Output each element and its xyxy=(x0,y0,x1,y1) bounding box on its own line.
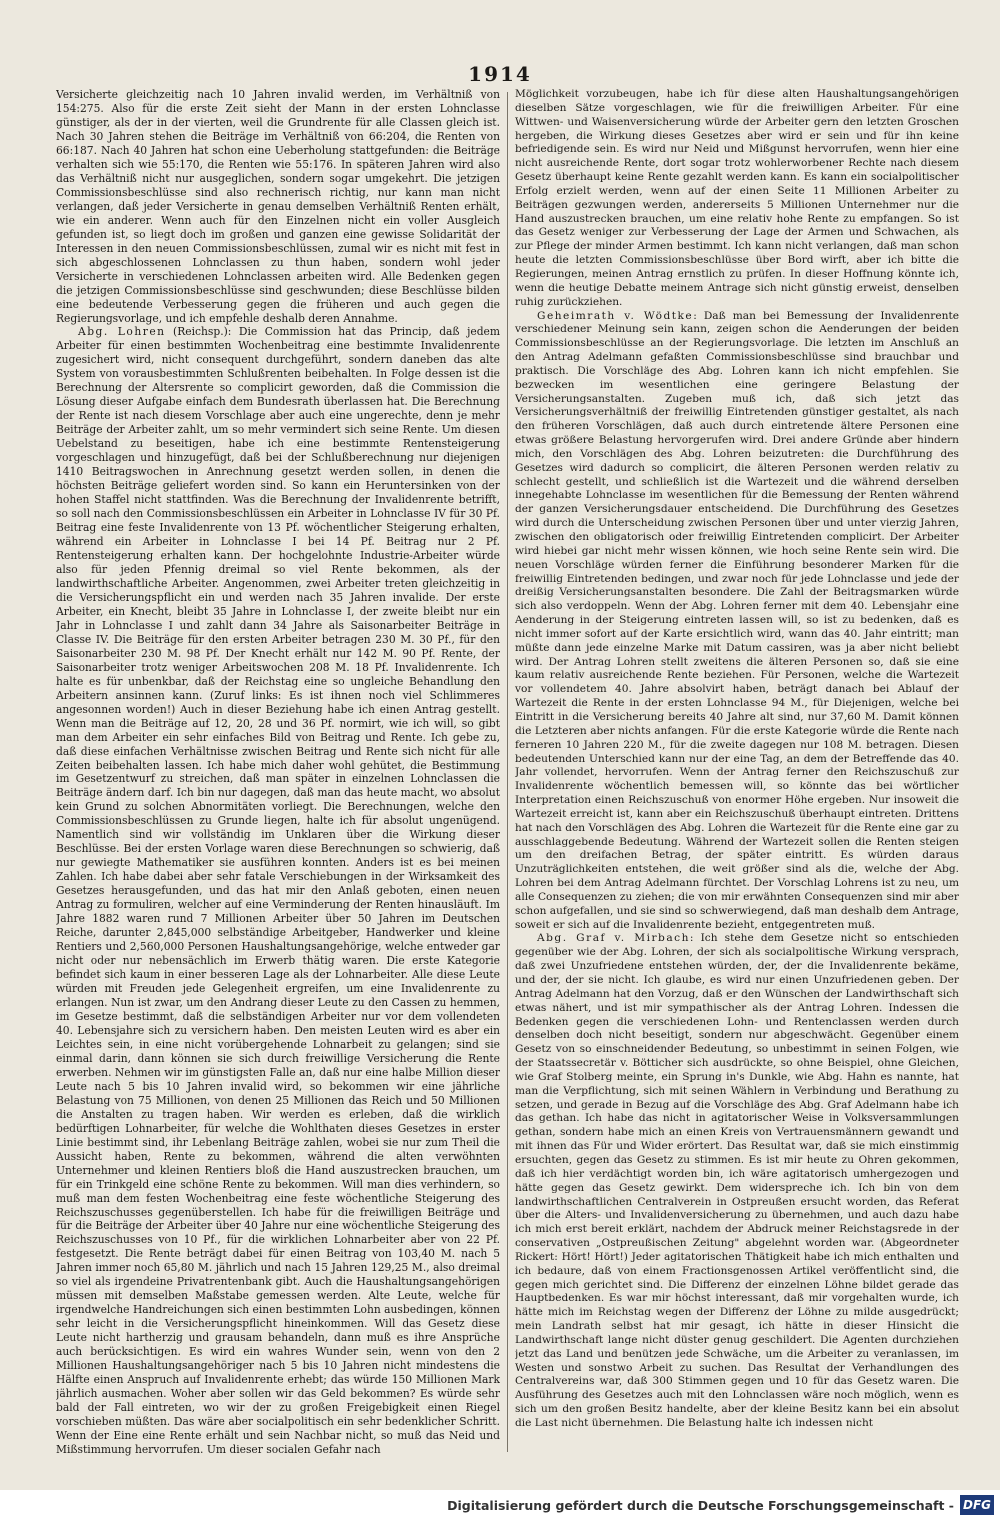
paragraph-text: Möglichkeit vorzubeugen, habe ich für diese alten Haushaltungsangehörigen dieselben Sätze vorgeschlagen, wie für die freiwilligen Arbeiter. Für eine Wittwen- und Waisenversicherung würde der Arbeiter gern den letzten Groschen hergeben, die Wirkung dieses Gesetzes aber wird er sein und für ihn keine befriedigende sein. Es wird nur Neid und Mißgunst hervorrufen, wenn hier eine nicht ausreichende Rente, dort sogar trotz wohlerworbener Rechte nach diesem Gesetz überhaupt keine Rente gezahlt werden kann. Es kann ein socialpolitischer Erfolg erzielt werden, wenn auf der einen Seite 11 Millionen Arbeiter zu Beiträgen gezwungen werden, andererseits 5 Millionen Unternehmer nur die Hand auszustrecken brauchen, um eine relativ hohe Rente zu empfangen. So ist das Gesetz weniger zur Verbesserung der Lage der Armen und Schwachen, als zur Pflege der minder Armen bestimmt. Ich kann nicht verlangen, daß man schon heute die letzten Commissionsbeschlüsse über Bord wirft, aber ich bitte die Regierungen, meinen Antrag ernstlich zu prüfen. In dieser Hoffnung könnte ich, wenn die heutige Debatte meinem Antrage sich nicht günstig erweist, denselben ruhig zurückziehen. xyxy=(515,88,959,308)
left-column xyxy=(56,88,500,1458)
speaker-name: Abg. Graf v. Mirbach xyxy=(537,932,690,945)
column-divider xyxy=(507,92,508,1452)
continued-paragraph xyxy=(56,88,500,325)
speaker-party: : xyxy=(689,932,701,945)
speaker-name: Geheimrath v. Wödtke xyxy=(537,309,694,322)
paragraph-text: Versicherte gleichzeitig nach 10 Jahren invalid werden, im Verhältniß von 154:275. Also für die erste Zeit sieht der Mann in der ersten Lohnclasse günstiger, als der in der vierten, weil die Grundrente für alle Classen gleich ist. Nach 30 Jahren stehen die Beiträge im Verhältniß von 66:204, die Renten von 66:187. Nach 40 Jahren hat schon eine Ueberholung stattgefunden: die Beiträge verhalten sich wie 55:170, die Renten wie 55:176. In späteren Jahren wird also das Verhältniß nicht nur ausgeglichen, sondern sogar umgekehrt. Die jetzigen Commissionsbeschlüsse sind also rechnerisch richtig, nur kann man nicht verlangen, daß jeder Versicherte in genau demselben Verhältniß Renten erhält, wie ein anderer. Wenn auch für den Einzelnen nicht ein voller Ausgleich gefunden ist, so liegt doch im großen und ganzen eine gewisse Solidarität der Interessen in den neuen Commissionsbeschlüssen, zumal wir es nicht mit fest in sich abgeschlossenen Lohnclassen zu thun haben, sondern wohl jeder Versicherte in verschiedenen Lohnclassen arbeiten wird. Alle Bedenken gegen die jetzigen Commissionsbeschlüsse sind geschwunden; diese Beschlüsse bilden eine bedeutende Verbesserung gegen die früheren und auch gegen die Regierungsvorlage, und ich empfehle deshalb deren Annahme. xyxy=(56,88,500,325)
speaker-party: : xyxy=(693,309,704,322)
footer-credit: Digitalisierung gefördert durch die Deutsche Forschungsgemeinschaft - xyxy=(447,1498,954,1513)
speaker-name: Abg. Lohren xyxy=(78,325,166,339)
speech-paragraph xyxy=(56,325,500,1456)
paragraph-text: Daß man bei Bemessung der Invalidenrente verschiedener Meinung sein kann, zeigen schon die Aenderungen der beiden Commissionsbeschlüsse an der Regierungsvorlage. Die letzten im Anschluß an den Antrag Adelmann gefaßten Commissionsbeschlüsse sind brauchbar und praktisch. Die Vorschläge des Abg. Lohren kann ich nicht empfehlen. Sie bezwecken im wesentlichen eine geringere Belastung der Versicherungsanstalten. Zugeben muß ich, daß sich jetzt das Versicherungsverhältniß der freiwillig Eintretenden günstiger gestaltet, als nach den früheren Vorschlägen, daß auch durch eintretende ältere Personen eine etwas größere Belastung hervorgerufen wird. Drei andere Gründe aber hindern mich, den Vorschlägen des Abg. Lohren beizutreten: die Durchführung des Gesetzes wird dadurch so complicirt, die älteren Personen werden relativ zu schlecht gestellt, und schließlich ist die Wartezeit und die während derselben innegehabte Lohnclasse im wesentlichen für die Bemessung der Renten während der ganzen Versicherungsdauer entscheidend. Die Durchführung des Gesetzes wird durch die Unterscheidung zwischen Personen über und unter vierzig Jahren, zwischen den obligatorisch oder freiwillig Eintretenden complicirt. Der Arbeiter wird hiebei gar nicht mehr wissen können, wie hoch seine Rente sein wird. Die neuen Vorschläge würden ferner die Einführung besonderer Marken für die freiwillig Eintretenden bedingen, und zwar noch für jede Lohnclasse und jede der dreißig Versicherungsanstalten besondere. Die Zahl der Beitragsmarken würde sich also verdoppeln. Wenn der Abg. Lohren ferner mit dem 40. Lebensjahr eine Aenderung in der Steigerung eintreten lassen will, so ist zu bedenken, daß es nicht immer sofort auf der Karte ersichtlich wird, wann das 40. Jahr eintritt; man müßte dann jede einzelne Marke mit Datum cassiren, was ja aber nicht beliebt wird. Der Antrag Lohren stellt zweitens die älteren Personen so, daß sie eine kaum relativ ausreichende Rente beziehen. Für Personen, welche die Wartezeit vor vollendetem 40. Jahre absolvirt haben, beträgt danach bei Ablauf der Wartezeit die Rente in der ersten Lohnclasse 94 M., für Diejenigen, welche bei Eintritt in die Versicherung bereits 40 Jahre alt sind, nur 37,60 M. Damit können die Letzteren aber nichts anfangen. Für die erste Kategorie würde die Rente nach ferneren 10 Jahren 220 M., für die zweite dagegen nur 108 M. betragen. Diesen bedeutenden Unterschied kann nur der eine Tag, an dem der Betreffende das 40. Jahr vollendet, hervorrufen. Wenn der Antrag ferner den Reichszuschuß zur Invalidenrente wöchentlich bemessen will, so könnte das bei wörtlicher Interpretation einen Reichszuschuß von enormer Höhe ergeben. Nur insoweit die Wartezeit erreicht ist, kann aber ein Reichszuschuß überhaupt eintreten. Drittens hat nach den Vorschlägen des Abg. Lohren die Wartezeit für die Rente eine gar zu ausschlaggebende Bedeutung. Während der Wartezeit sollen die Renten steigen um den dreifachen Betrag, der später eintritt. Es würden daraus Unzuträglichkeiten entstehen, die weit größer sind als die, welche der Abg. Lohren bei dem Antrag Adelmann fürchtet. Der Vorschlag Lohrens ist zu neu, um alle Consequenzen zu ziehen; die von mir erwähnten Consequenzen sind mir aber schon aufgefallen, und sie sind so schwerwiegend, daß man deshalb dem Antrage, soweit er sich auf die Invalidenrente bezieht, entgegentreten muß. xyxy=(515,309,959,931)
speech-paragraph xyxy=(515,932,959,1430)
paragraph-text: Die Commission hat das Princip, daß jedem Arbeiter für einen bestimmten Wochenbeitrag eine bestimmte Invalidenrente zugesichert wird, nicht consequent durchgeführt, sondern daneben das alte System von vorausbestimmten Schlußrenten beibehalten. In Folge dessen ist die Berechnung der Altersrente so complicirt geworden, daß die Commission die Lösung dieser Aufgabe einfach dem Bundesrath überlassen hat. Die Berechnung der Rente ist nach diesem Vorschlage aber auch eine ungerechte, denn je mehr Beiträge der Arbeiter zahlt, um so mehr vermindert sich seine Rente. Um diesen Uebelstand zu beseitigen, habe ich eine bestimmte Rentensteigerung vorgeschlagen und hinzugefügt, daß bei der Schlußberechnung nur diejenigen 1410 Beitragswochen in Anrechnung gesetzt werden sollen, in denen die höchsten Beiträge geliefert worden sind. So kann ein Heruntersinken von der hohen Staffel nicht stattfinden. Was die Berechnung der Invalidenrente betrifft, so soll nach den Commissionsbeschlüssen ein Arbeiter in Lohnclasse IV für 30 Pf. Beitrag eine feste Invalidenrente von 13 Pf. wöchentlicher Steigerung erhalten, während ein Arbeiter in Lohnclasse I bei 14 Pf. Beitrag nur 2 Pf. Rentensteigerung erhalten kann. Der hochgelohnte Industrie-Arbeiter würde also für jeden Pfennig dreimal so viel Rente bekommen, als der landwirthschaftliche Arbeiter. Angenommen, zwei Arbeiter treten gleichzeitig in die Versicherungspflicht ein und werden nach 35 Jahren invalide. Der erste Arbeiter, ein Knecht, bleibt 35 Jahre in Lohnclasse I, der zweite bleibt nur ein Jahr in Lohnclasse I und zahlt dann 34 Jahre als Saisonarbeiter Beiträge in Classe IV. Die Beiträge für den ersten Arbeiter betragen 230 M. 30 Pf., für den Saisonarbeiter 230 M. 98 Pf. Der Knecht erhält nur 142 M. 90 Pf. Rente, der Saisonarbeiter trotz weniger Arbeitswochen 208 M. 18 Pf. Invalidenrente. Ich halte es für unbenkbar, daß der Reichstag eine so ungleiche Behandlung den Arbeitern ansinnen kann. (Zuruf links: Es ist ihnen noch viel Schlimmeres angesonnen worden!) Auch in dieser Beziehung habe ich einen Antrag gestellt. Wenn man die Beiträge auf 12, 20, 28 und 36 Pf. normirt, wie ich will, so gibt man dem Arbeiter ein sehr einfaches Bild von Beitrag und Rente. Ich gebe zu, daß diese einfachen Verhältnisse zwischen Beitrag und Rente sich nicht für alle Zeiten beibehalten lassen. Ich habe mich daher wohl gehütet, die Bestimmung im Gesetzentwurf zu streichen, daß man später in einzelnen Lohnclassen die Beiträge ändern darf. Ich bin nur dagegen, daß man das heute macht, wo absolut kein Grund zu solchen Abnormitäten vorliegt. Die Berechnungen, welche den Commissionsbeschlüssen zu Grunde liegen, halte ich für absolut ungenügend. Namentlich sind wir vollständig im Unklaren über die Wirkung dieser Beschlüsse. Bei der ersten Vorlage waren diese Berechnungen so schwierig, daß nur gewiegte Mathematiker sie ausführen konnten. Anders ist es bei meinen Zahlen. Ich habe dabei aber sehr fatale Verschiebungen in der Wirksamkeit des Gesetzes herausgefunden, und das hat mir den Anlaß geboten, einen neuen Antrag zu formuliren, welcher auf eine Verminderung der Renten hinausläuft. Im Jahre 1882 waren rund 7 Millionen Arbeiter über 50 Jahren im Deutschen Reiche, darunter 2,845,000 selbständige Arbeitgeber, Handwerker und kleine Rentiers und 2,560,000 Personen Haushaltungsangehörige, welche entweder gar nicht oder nur nebensächlich im Erwerb thätig waren. Die erste Kategorie befindet sich kaum in einer besseren Lage als der Lohnarbeiter. Alle diese Leute würden mit Freuden jede Gelegenheit ergreifen, um eine Invalidenrente zu erlangen. Nun ist zwar, um den Andrang dieser Leute zu den Cassen zu hemmen, im Gesetze bestimmt, daß die selbständigen Arbeiter nur vor dem vollendeten 40. Lebensjahre sich zu versichern haben. Den meisten Leuten wird es aber ein Leichtes sein, in eine nicht vorübergehende Lohnarbeit zu gelangen; sind sie einmal darin, dann können sie sich durch freiwillige Versicherung die Rente erwerben. Nehmen wir im günstigsten Falle an, daß nur eine halbe Million dieser Leute nach 5 bis 10 Jahren invalid wird, so bekommen wir eine jährliche Belastung von 75 Millionen, von denen 25 Millionen das Reich und 50 Millionen die Anstalten zu tragen haben. Wir werden es erleben, daß die wirklich bedürftigen Lohnarbeiter, für welche die Wohlthaten dieses Gesetzes in erster Linie bestimmt sind, ihr Lebenlang Beiträge zahlen, wobei sie nur zum Theil die Aussicht haben, Rente zu bekommen, während die alten verwöhnten Unternehmer und kleinen Rentiers bloß die Hand auszustrecken brauchen, um für ein Trinkgeld eine schöne Rente zu bekommen. Will man dies verhindern, so muß man dem festen Wochenbeitrag eine feste wöchentliche Steigerung des Reichszuschusses gegenüberstellen. Ich habe für die freiwilligen Beiträge und für die Beiträge der Arbeiter über 40 Jahre nur eine wöchentliche Steigerung des Reichszuschusses von 10 Pf., für die wirklichen Lohnarbeiter aber von 22 Pf. festgesetzt. Die Rente beträgt dabei für einen Beitrag von 103,40 M. nach 5 Jahren immer noch 65,80 M. jährlich und nach 15 Jahren 129,25 M., also dreimal so viel als irgendeine Privatrentenbank gibt. Auch die Haushaltungsangehörigen müssen mit demselben Maßstabe gemessen werden. Alte Leute, welche für irgendwelche Handreichungen sich einen bestimmten Lohn ausbedingen, können sehr leicht in die Versicherungspflicht hineinkommen. Will das Gesetz diese Leute nicht hartherzig und grausam behandeln, dann muß es ihre Ansprüche auch berücksichtigen. Es wird ein wahres Wunder sein, wenn von den 2 Millionen Haushaltungsangehöriger nach 5 bis 10 Jahren nicht mindestens die Hälfte einen Anspruch auf Invalidenrente erhebt; das würde 150 Millionen Mark jährlich ausmachen. Woher aber sollen wir das Geld bekommen? Es würde sehr bald der Fall eintreten, wo wir der zu großen Freigebigkeit einen Riegel vorschieben müßten. Das wäre aber socialpolitisch ein sehr bedenklicher Schritt. Wenn der Eine eine Rente erhält und sein Nachbar nicht, so muß das Neid und Mißstimmung hervorrufen. Um dieser socialen Gefahr nach xyxy=(56,325,500,1456)
continued-paragraph xyxy=(515,88,959,310)
right-column xyxy=(515,88,959,1458)
digitization-footer xyxy=(0,1490,1000,1522)
speech-paragraph xyxy=(515,310,959,933)
paragraph-text: Ich stehe dem Gesetze nicht so entschieden gegenüber wie der Abg. Lohren, der sich als socialpolitische Wirkung versprach, daß zwei Unzufriedene entstehen würden, der, der die Invalidenrente bekäme, und der, der sie nicht. Ich glaube, es wird nur einen Unzufriedenen geben. Der Antrag Adelmann hat den Vorzug, daß er den Wünschen der Landwirthschaft sich etwas nähert, und ist mir sympathischer als der Antrag Lohren. Indessen die Bedenken gegen die verschiedenen Lohn- und Rentenclassen werden durch denselben doch nicht beseitigt, sondern nur abgeschwächt. Gegenüber einem Gesetz von so einschneidender Bedeutung, so unbestimmt in seinen Folgen, wie der Staatssecretär v. Bötticher sich ausdrückte, so ohne Beispiel, ohne Gleichen, wie Graf Stolberg meinte, ein Sprung in's Dunkle, wie Abg. Hahn es nannte, hat man die Verpflichtung, sich mit seinen Wählern in Verbindung und Berathung zu setzen, und gerade in Bezug auf die Vorschläge des Abg. Graf Adelmann habe ich das gethan. Ich habe das nicht in agitatorischer Weise in Volksversammlungen gethan, sondern habe mich an einen Kreis von Vertrauensmännern gewandt und mit ihnen das Für und Wider erörtert. Das Resultat war, daß sie mich einstimmig ersuchten, gegen das Gesetz zu stimmen. Es ist mir heute zu Ohren gekommen, daß ich hier verdächtigt worden bin, ich wäre agitatorisch umhergezogen und hätte gegen das Gesetz gewirkt. Dem widerspreche ich. Ich bin von dem landwirthschaftlichen Centralverein in Ostpreußen ersucht worden, das Referat über die Alters- und Invalidenversicherung zu übernehmen, und auch dazu habe ich mich erst bereit erklärt, nachdem der Abdruck meiner Reichstagsrede in der conservativen „Ostpreußischen Zeitung" abgelehnt worden war. (Abgeordneter Rickert: Hört! Hört!) Jeder agitatorischen Thätigkeit habe ich mich enthalten und ich bedaure, daß von einem Fractionsgenossen Artikel veröffentlicht sind, die gegen mich gerichtet sind. Die Differenz der einzelnen Löhne bildet gerade das Hauptbedenken. Es war mir höchst interessant, daß mir vorgehalten wurde, ich hätte mich im Reichstag wegen der Differenz der Löhne zu milde ausgedrückt; mein Landrath selbst hat mir gesagt, ich hätte in dieser Hinsicht die Landwirthschaft lange nicht düster genug geschildert. Die Agenten durchziehen jetzt das Land und benützen jede Schwäche, um die Arbeiter zu veranlassen, im Westen und sonstwo Arbeit zu suchen. Das Resultat der Verhandlungen des Centralvereins war, daß 300 Stimmen gegen und 10 für das Gesetz waren. Die Ausführung des Gesetzes auch mit den Lohnclassen wäre noch möglich, wenn es sich um den großen Besitz handelte, aber der kleine Besitz kann bei ein absolut die Last nicht übernehmen. Die Belastung halte ich indessen nicht xyxy=(515,932,959,1429)
dfg-logo: DFG xyxy=(960,1495,994,1515)
speaker-party: (Reichsp.): xyxy=(165,325,239,339)
page-number: 1914 xyxy=(468,62,532,86)
